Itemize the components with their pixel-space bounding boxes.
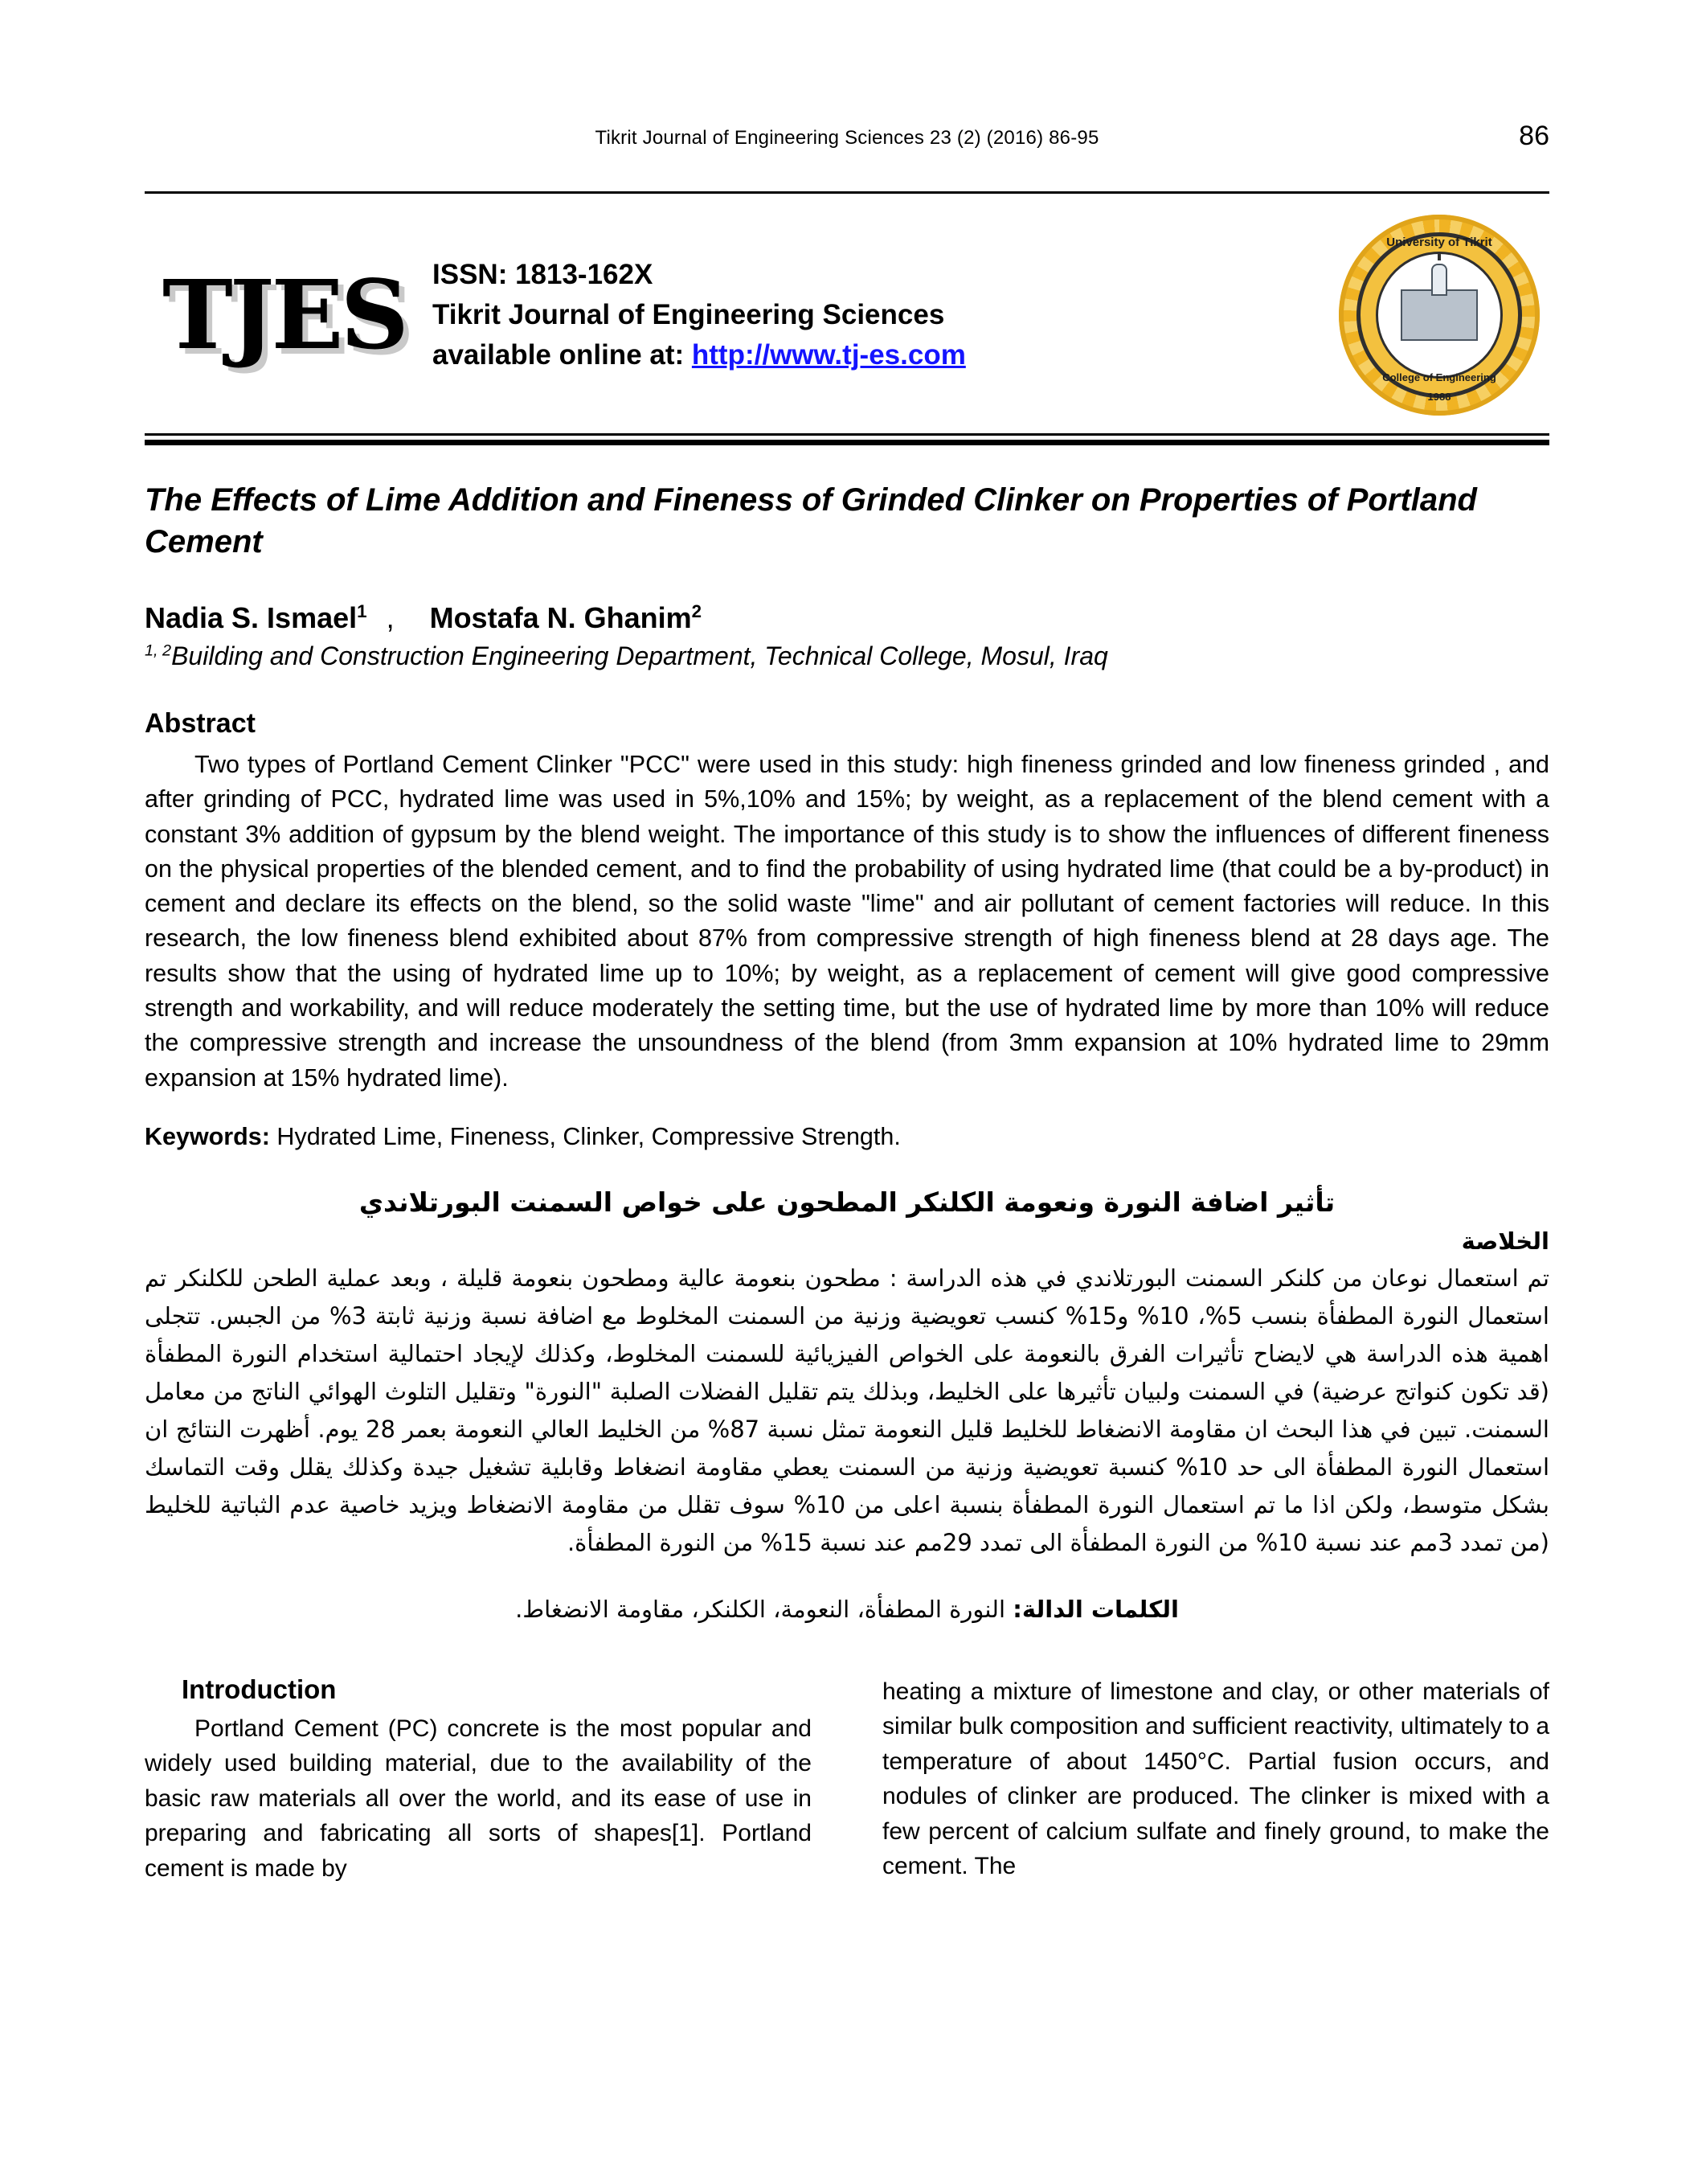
author-1-affil-marker: 1	[357, 601, 367, 621]
journal-url-line	[432, 335, 1339, 375]
masthead-bottom-rule	[145, 433, 1549, 436]
author-list	[145, 601, 1549, 635]
arabic-keywords-line	[145, 1596, 1549, 1623]
university-seal-icon	[1339, 215, 1540, 416]
tjes-logo: TJES	[162, 259, 406, 371]
author-2-affil-marker: 2	[691, 601, 702, 621]
seal-mast-icon	[1438, 252, 1441, 260]
arabic-abstract-text: تم استعمال نوعان من كلنكر السمنت البورتلاندي في هذه الدراسة : مطحون بنعومة عالية ومطحون بنعومة قليلة ، وبعد عملية الطحن للكلنكر تم استعمال النورة المطفأة بنسب 5%، 10% و15% كنسب تعويضية وزنية من السمنت المخلوط مع اضافة نسبة وزنية ثابتة 3% من الجبس. تتجلى اهمية هذه الدراسة هي لايضاح تأثيرات الفرق بالنعومة على الخواص الفيزيائية للسمنت المخلوط، وكذلك لإيجاد احتمالية استخدام النورة المطفأة (قد تكون كنواتج عرضية) في السمنت ولبيان تأثيرها على الخليط، وبذلك يتم تقليل الفضلات الصلبة "النورة" وتقليل التلوث الهوائي الناتج من معامل السمنت. تبين في هذا البحث ان مقاومة الانضغاط للخليط قليل النعومة تمثل نسبة 87% من الخليط العالي النعومة بعمر 28 يوم. أظهرت النتائج ان استعمال النورة المطفأة الى حد 10% كنسبة تعويضية وزنية من السمنت يعطي مقاومة انضغاط وقابلية تشغيل جيدة وكذلك يقلل وقت التماسك بشكل متوسط، ولكن اذا ما تم استعمال النورة المطفأة بنسبة اعلى من 10% سوف تقلل من مقاومة الانضغاط ويزيد خاصية عدم الثباتية للخليط (من تمدد 3مم عند نسبة 10% من النورة المطفأة الى تمدد 29مم عند نسبة 15% من النورة المطفأة.	[145, 1264, 1549, 1556]
author-name-2: Mostafa N. Ghanim	[429, 601, 692, 634]
seal-emblem	[1376, 252, 1503, 379]
seal-bottom-text: College of Engineering	[1382, 371, 1496, 383]
seal-top-text: University of Tikrit	[1386, 236, 1492, 249]
author-name-1: Nadia S. Ismael	[145, 601, 358, 634]
arabic-keywords-value: النورة المطفأة، النعومة، الكلنكر، مقاومة الانضغاط.	[515, 1595, 1013, 1623]
left-column	[145, 1674, 812, 1887]
running-head	[145, 121, 1549, 169]
available-online-label: available online at:	[432, 338, 692, 371]
keywords-label: Keywords:	[145, 1122, 270, 1150]
arabic-abstract-heading: الخلاصة	[1461, 1227, 1549, 1255]
page-number: 86	[1519, 121, 1549, 151]
abstract-text: Two types of Portland Cement Clinker "PCC" were used in this study: high fineness grinded and low fineness grinded , and after grinding of PCC, hydrated lime was used in 5%,10% and 15%; by weight, as a replacement of the blend cement with a constant 3% addition of gypsum by the blend weight. The importance of this study is to show the influences of different fineness on the physical properties of the blended cement, and to find the probability of using hydrated lime (that could be a by-product) in cement and declare its effects on the blend, so the solid waste "lime" and air pollutant of cement factories will reduce. In this research, the low fineness blend exhibited about 87% from compressive strength of high fineness blend at 28 days age. The results show that the using of hydrated lime up to 10%; by weight, as a replacement of cement will give good compressive strength and workability, and will reduce moderately the setting time, but the use of hydrated lime by more than 10% will reduce the compressive strength and increase the unsoundness of the blend (from 3mm expansion at 10% hydrated lime to 29mm expansion at 15% hydrated lime).	[145, 751, 1549, 1092]
affiliation-text: Building and Construction Engineering Department, Technical College, Mosul, Iraq	[171, 641, 1108, 670]
journal-name: Tikrit Journal of Engineering Sciences	[432, 299, 945, 331]
masthead-info	[428, 255, 1339, 375]
introduction-text-right: heating a mixture of limestone and clay, or other materials of similar bulk composition and sufficient reactivity, ultimately to a temperature of about 1450°C. Partial fusion occurs, and nodules of clinker are produced. The clinker is mixed with a few percent of calcium sulfate and finely ground, to make the cement. The	[882, 1678, 1549, 1880]
arabic-keywords-label: الكلمات الدالة:	[1013, 1595, 1179, 1623]
body-two-column-layout	[145, 1674, 1549, 1887]
introduction-text-left: Portland Cement (PC) concrete is the most popular and widely used building material, due to the availability of the basic raw materials all over the world, and its ease of use in preparing and fabricating all sorts of shapes[1]. Portland cement is made by	[145, 1715, 812, 1882]
seal-year: 1988	[1427, 391, 1451, 403]
journal-reference: Tikrit Journal of Engineering Sciences 23 (2) (2016) 86-95	[595, 127, 1099, 149]
introduction-heading: Introduction	[182, 1674, 337, 1704]
abstract-heading: Abstract	[145, 708, 256, 739]
journal-url-link[interactable]: http://www.tj-es.com	[691, 338, 966, 371]
right-column	[882, 1674, 1549, 1887]
issn-line: ISSN: 1813-162X	[432, 259, 653, 291]
keywords-line	[145, 1123, 1549, 1151]
keywords-value: Hydrated Lime, Fineness, Clinker, Compressive Strength.	[269, 1122, 901, 1150]
journal-masthead	[145, 194, 1549, 433]
masthead-bottom-rule-thick	[145, 440, 1549, 445]
seal-building-icon	[1401, 289, 1478, 341]
author-separator: ,	[386, 601, 395, 634]
affiliation-line	[145, 641, 1549, 671]
article-title: The Effects of Lime Addition and Fineness of Grinded Clinker on Properties of Portland Cement	[145, 482, 1477, 559]
affiliation-marker: 1, 2	[145, 641, 172, 660]
arabic-title: تأثير اضافة النورة ونعومة الكلنكر المطحون على خواص السمنت البورتلاندي	[358, 1186, 1336, 1218]
